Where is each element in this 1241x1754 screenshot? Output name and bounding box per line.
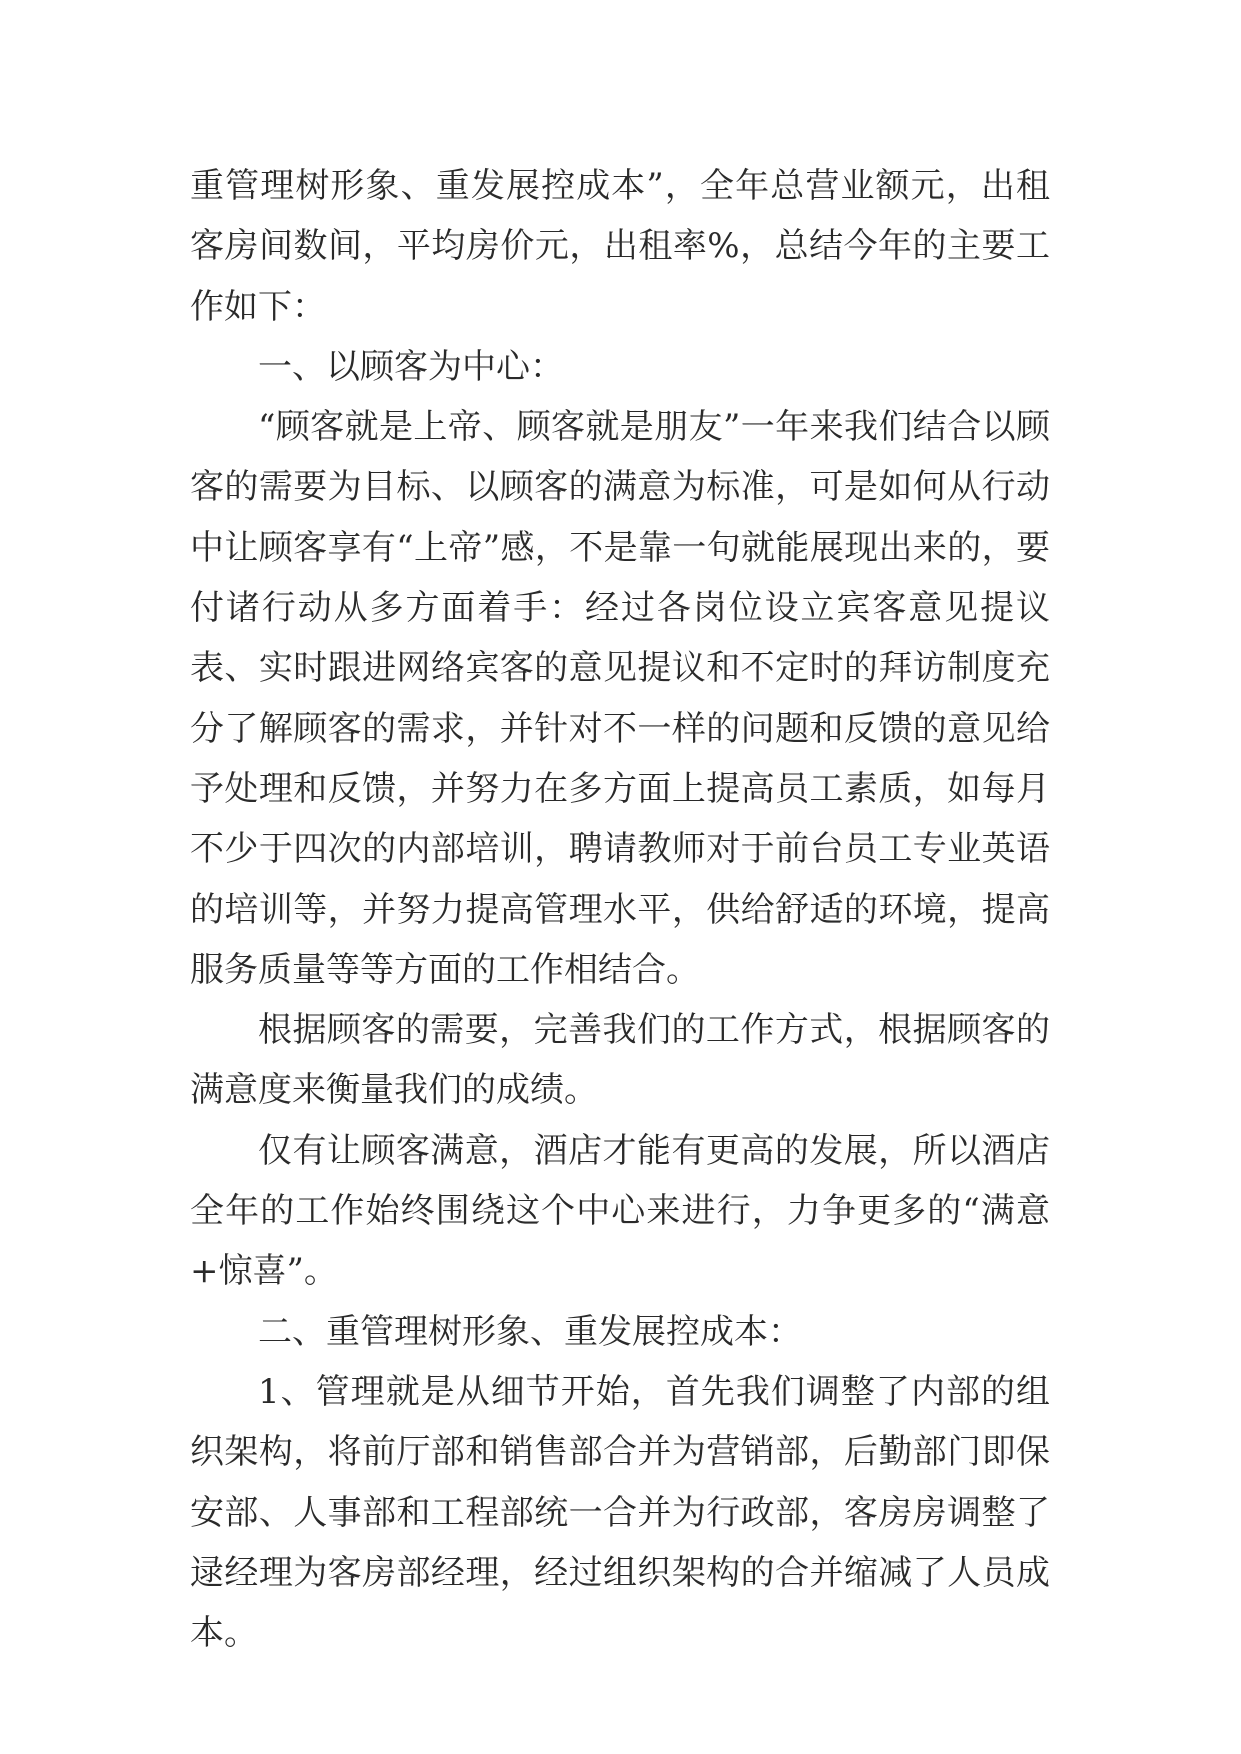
paragraph-customer-focus: “顾客就是上帝、顾客就是朋友”一年来我们结合以顾客的需要为目标、以顾客的满意为标准，可是如何从行动中让顾客享有“上帝”感，不是靠一句就能展现出来的，要付诸行动从多方面着手：经过各岗位设立宾客意见提议表、实时跟进网络宾客的意见提议和不定时的拜访制度充分了解顾客的需求，并针对不一样的问题和反馈的意见给予处理和反馈，并努力在多方面上提高员工素质，如每月不少于四次的内部培训，聘请教师对于前台员工专业英语的培训等，并努力提高管理水平，供给舒适的环境，提高服务质量等等方面的工作相结合。 — [190, 407, 1050, 990]
paragraph-customer-satisfaction: 仅有让顾客满意，酒店才能有更高的发展，所以酒店全年的工作始终围绕这个中心来进行，力争更多的“满意+惊喜”。 — [190, 1130, 1050, 1292]
paragraph-intro: 重管理树形象、重发展控成本”，全年总营业额元，出租客房间数间，平均房价元，出租率%，总结今年的主要工作如下： — [190, 166, 1050, 327]
paragraph-management: 1、管理就是从细节开始，首先我们调整了内部的组织架构，将前厅部和销售部合并为营销部，后勤部门即保安部、人事部和工程部统一合并为行政部，客房房调整了逯经理为客房部经理，经过组织架构的合并缩减了人员成本。 — [190, 1371, 1050, 1654]
section-heading-1: 一、以顾客为中心： — [258, 346, 564, 387]
section-heading-2: 二、重管理树形象、重发展控成本： — [258, 1311, 802, 1352]
paragraph-customer-needs: 根据顾客的需要，完善我们的工作方式，根据顾客的满意度来衡量我们的成绩。 — [190, 1010, 1050, 1111]
document-body — [190, 156, 1050, 1663]
